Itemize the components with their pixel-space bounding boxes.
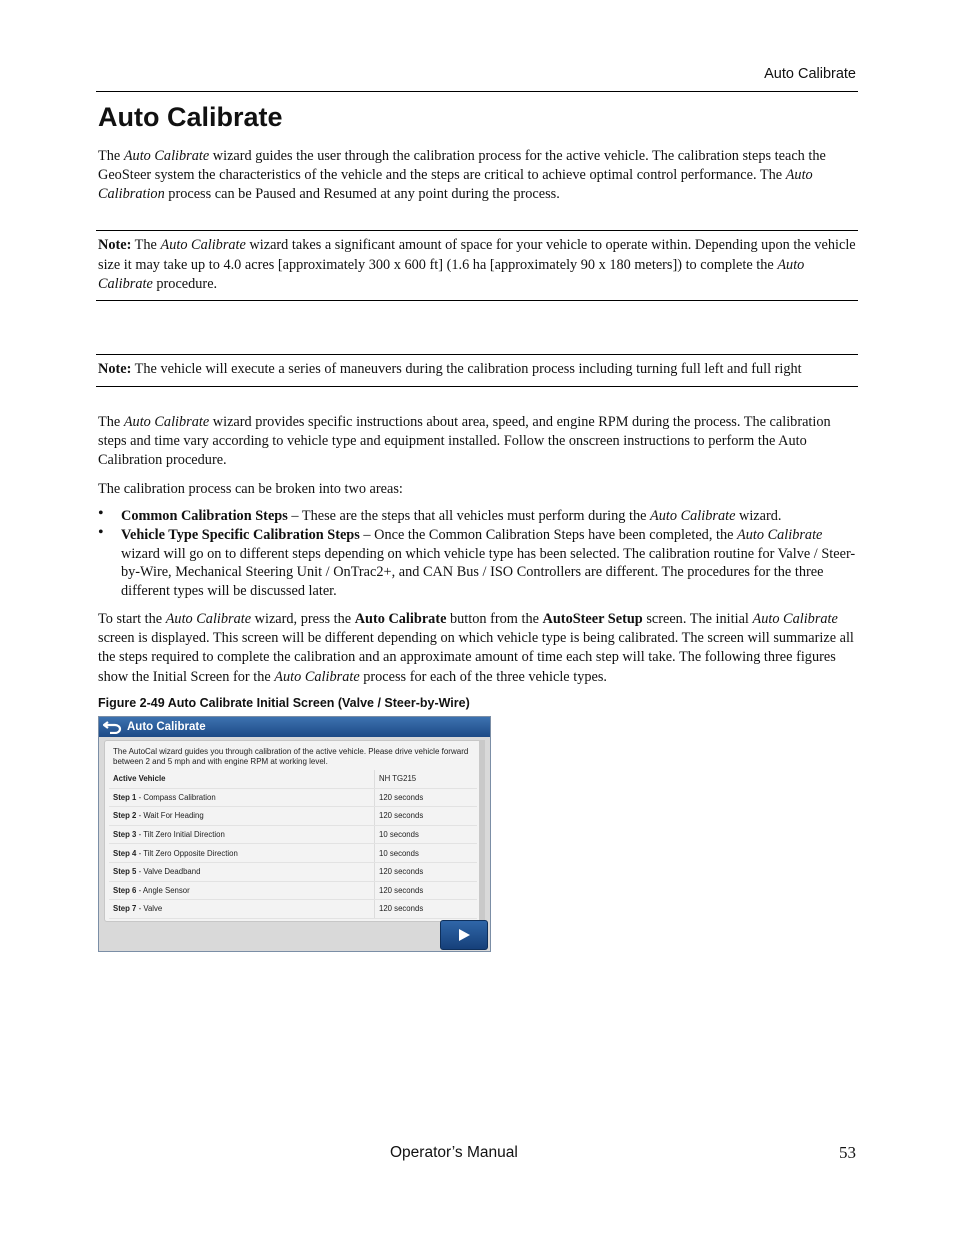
- page-title: Auto Calibrate: [98, 102, 283, 132]
- running-header: Auto Calibrate: [764, 66, 856, 82]
- step-label: Step 6: [113, 885, 137, 895]
- calibration-panel: [104, 740, 482, 922]
- step-label: Step 1: [113, 792, 137, 802]
- step-label: Step 3: [113, 830, 137, 840]
- figure-caption: Figure 2-49 Auto Calibrate Initial Screen (Valve / Steer-by-Wire): [98, 696, 470, 710]
- header-rule: [96, 91, 858, 92]
- table-row: [109, 881, 477, 900]
- screen-title-bar: [99, 717, 490, 737]
- step-name: - Tilt Zero Opposite Direction: [136, 848, 238, 858]
- step-time: 120 seconds: [375, 881, 478, 900]
- step-name: - Angle Sensor: [136, 885, 190, 895]
- instructions-paragraph: The Auto Calibrate wizard provides specific instructions about area, speed, and engine RPM during the process. The calibration steps and time vary according to vehicle type and equipment installed. Follow the onscreen instructions to perform the Auto Calibration procedure.: [98, 414, 831, 469]
- note-maneuvers: Note: The vehicle will execute a series of maneuvers during the calibration process including turning full left and full right: [98, 361, 802, 377]
- bullet-common-steps: • Common Calibration Steps – These are the steps that all vehicles must perform during the Auto Calibrate wizard.: [98, 505, 782, 524]
- step-name: - Valve Deadband: [136, 867, 201, 877]
- step-name: - Valve: [136, 904, 163, 914]
- table-row: [109, 900, 477, 919]
- play-icon: [457, 928, 471, 942]
- table-row: [109, 862, 477, 881]
- screen-title: Auto Calibrate: [127, 721, 206, 733]
- step-name: - Tilt Zero Initial Direction: [136, 830, 225, 840]
- auto-calibrate-screenshot: [98, 716, 491, 952]
- note-space-requirement: Note: The Auto Calibrate wizard takes a significant amount of space for your vehicle to operate within. Depending upon the vehicle size it may take up to 4.0 acres [approximately 300 x 600 ft] (1.6 ha [approximately 90 x 180 meters]) to complete the Auto Calibrate procedure.: [98, 237, 856, 293]
- start-wizard-paragraph: To start the Auto Calibrate wizard, press the Auto Calibrate button from the AutoSteer Setup screen. The initial Auto Calibrate screen is displayed. This screen will be different depending on which vehicle type is being calibrated. The screen will summarize all the steps required to complete the calibration and an approximate amount of time each step will take. The following three figures show the Initial Screen for the Auto Calibrate process for each of the three vehicle types.: [98, 611, 854, 685]
- steps-table: [109, 770, 477, 919]
- table-row: [109, 807, 477, 826]
- table-row: [109, 770, 477, 788]
- step-label: Step 5: [113, 867, 137, 877]
- areas-paragraph: The calibration process can be broken into two areas:: [98, 481, 403, 497]
- table-row: [109, 825, 477, 844]
- note-rule-bottom: [96, 386, 858, 387]
- intro-paragraph: The Auto Calibrate wizard guides the user through the calibration process for the active vehicle. The calibration steps teach the GeoSteer system the characteristics of the vehicle and the steps are critical to achieve optimal control performance. The Auto Calibration process can be Paused and Resumed at any point during the process.: [98, 148, 826, 203]
- note-rule-top: [96, 230, 858, 231]
- step-time: 120 seconds: [375, 807, 478, 826]
- step-time: 120 seconds: [375, 862, 478, 881]
- next-button[interactable]: [440, 920, 488, 950]
- step-time: 10 seconds: [375, 825, 478, 844]
- note-rule-bottom: [96, 300, 858, 301]
- table-row: [109, 788, 477, 807]
- bullet-dot: •: [98, 524, 104, 541]
- back-arrow-icon[interactable]: [99, 720, 127, 734]
- wizard-intro-text: The AutoCal wizard guides you through calibration of the active vehicle. Please drive vehicle forward between 2 and 5 mph and with engine RPM at working level.: [113, 747, 469, 766]
- step-time: 10 seconds: [375, 844, 478, 863]
- bullet-dot: •: [98, 505, 104, 522]
- note-rule-top: [96, 354, 858, 355]
- step-label: Step 4: [113, 848, 137, 858]
- scrollbar[interactable]: [479, 740, 485, 920]
- step-name: - Wait For Heading: [136, 811, 204, 821]
- step-time: 120 seconds: [375, 788, 478, 807]
- step-name: - Compass Calibration: [136, 792, 216, 802]
- step-time: 120 seconds: [375, 900, 478, 919]
- page-number: 53: [839, 1143, 856, 1162]
- step-label: Step 7: [113, 904, 137, 914]
- step-label: Step 2: [113, 811, 137, 821]
- bullet-vehicle-specific-steps: • Vehicle Type Specific Calibration Steps – Once the Common Calibration Steps have been completed, the Auto Calibrate wizard will go on to different steps depending on which vehicle type has been selected. The calibration routine for Valve / Steer-by-Wire, Mechanical Steering Unit / OnTrac2+, and CAN Bus / ISO Controllers are different. The procedures for the three different types will be discussed later.: [98, 524, 856, 599]
- active-vehicle-label: Active Vehicle: [109, 770, 375, 788]
- footer-manual-title: Operator’s Manual: [390, 1144, 518, 1161]
- active-vehicle-value: NH TG215: [375, 770, 478, 788]
- table-row: [109, 844, 477, 863]
